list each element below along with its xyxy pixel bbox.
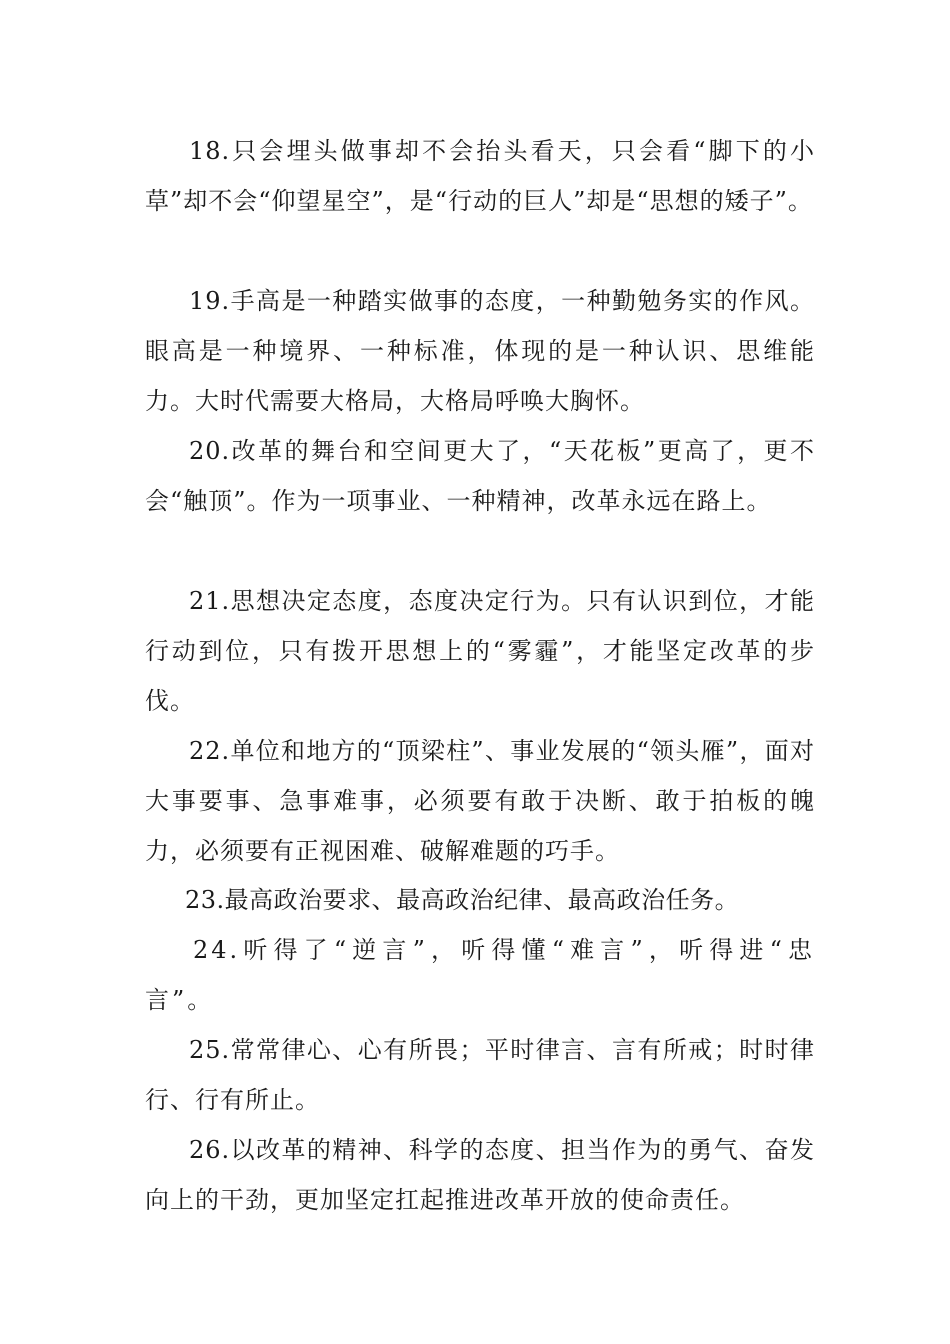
paragraph-18: 18.只会埋头做事却不会抬头看天，只会看“脚下的小草”却不会“仰望星空”，是“行动的巨人”却是“思想的矮子”。 <box>145 137 815 215</box>
paragraph-25: 25.常常律心、心有所畏；平时律言、言有所戒；时时律行、行有所止。 <box>145 1036 815 1114</box>
paragraph-22: 22.单位和地方的“顶梁柱”、事业发展的“领头雁”，面对大事要事、急事难事，必须要有敢于决断、敢于拍板的魄力，必须要有正视困难、破解难题的巧手。 <box>145 737 815 865</box>
paragraph-20: 20.改革的舞台和空间更大了，“天花板”更高了，更不会“触顶”。作为一项事业、一种精神，改革永远在路上。 <box>145 437 815 515</box>
paragraph-21: 21.思想决定态度，态度决定行为。只有认识到位，才能行动到位，只有拨开思想上的“雾霾”，才能坚定改革的步伐。 <box>145 587 815 715</box>
paragraph-24: 24.听得了“逆言”，听得懂“难言”，听得进“忠言”。 <box>145 936 815 1014</box>
paragraph-23: 23.最高政治要求、最高政治纪律、最高政治任务。 <box>185 886 740 914</box>
paragraph-26: 26.以改革的精神、科学的态度、担当作为的勇气、奋发向上的干劲，更加坚定扛起推进改革开放的使命责任。 <box>145 1136 815 1214</box>
paragraph-19: 19.手高是一种踏实做事的态度，一种勤勉务实的作风。眼高是一种境界、一种标准，体现的是一种认识、思维能力。大时代需要大格局，大格局呼唤大胸怀。 <box>145 287 815 415</box>
